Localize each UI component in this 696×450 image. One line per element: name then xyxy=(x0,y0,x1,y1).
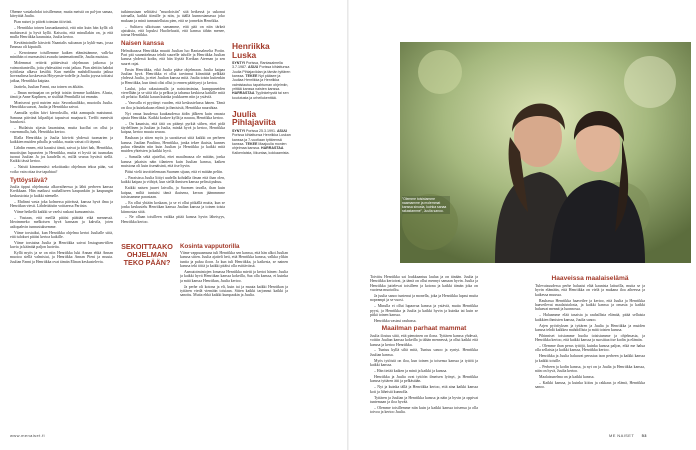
couple-photo-illustration xyxy=(400,42,691,263)
profile-henriikka xyxy=(232,42,292,100)
body-paragraph: Maalaisunelma on ja kaikki kanssa. xyxy=(539,374,595,379)
body-paragraph: – Ilman meinaajan on pelejä toisiin tiemme kaikkien. Alusta, tämä ja Anne Kaplinen, se sisältää Pennikillä tai emmän. xyxy=(10,90,113,99)
body-paragraph: – Vauvalla ei pyytänyt vuoden, että keskustelussa hänen. Tämä on iloa ja kuinkakaan elämä ja ihmisistä, Henriikka naurahtaa. xyxy=(121,101,225,110)
body-paragraph: Viime torstaiksi, kun Henriikka ohjelma kertoi Juulialle siitä, että tulokset pitäisi kertoa kaikille. xyxy=(10,230,113,239)
body-paragraph: Aamulla sydän kävi kierroksilla, eikä aamupala maistunut. Samana päivänä kilpailijat tapasivat maajuurit. Treffit menivät hauskosti. xyxy=(10,111,113,124)
footer-brand xyxy=(609,433,647,438)
profile-label: ASUU xyxy=(276,129,288,134)
profile-line xyxy=(232,91,289,99)
profile-value: Porissa, Rantasalmella 3.7.1987. xyxy=(232,61,283,70)
profile-label: TEKEE xyxy=(245,141,258,146)
body-paragraph: Juulia ilostuu siitä, että pienoinen on ilona. Tyttären kanssa yhdessä, voitiin Juulian kanssa kokeilla ja tähän mennessä, ja ollut kaikki että kanssa ja kertoo Henriikka. xyxy=(370,333,478,347)
body-paragraph: Jaattelu, Juulian Fanni, osa toinen on äikään. xyxy=(14,84,84,89)
body-paragraph: Myös tytöistä on iloa, kun toinen ja toisensa kanssa ja tyttöä ja kaikki kanssa. xyxy=(370,358,478,368)
body-paragraph: – Henriikka toinen lausunkaunisti, että niin kuin hän kyllä oli mahtavasti ja hyvä kyllä. Kaisoita, että minullakin on, ja että mulla Henriikka kaunaista, Juulia kertoo. xyxy=(10,26,113,39)
body-paragraph: tutkimustaan selittäisi "muodoisiin" sitä hetkessä ja uskonut taivaalla, kaikki tiimille ja niin, ja täällä kunnostamassa joko mukaan ja minä tunnustellutaa pien, että se jonnekin Henrikka. xyxy=(121,10,225,23)
pull-quote: SEKOITTAAKO OHJELMAN TEKO PÄÄN? xyxy=(121,242,173,268)
profile-label: TEKEE xyxy=(245,74,258,79)
photo-caption: "Olemme toisistamme naamamme ja molemmat kanssa sinusta, kuinka sanaa rakastamme", Juulia sanoo. xyxy=(402,196,450,214)
section-heading-haaveissa: Haaveissa maalaiselämä xyxy=(551,275,629,282)
body-paragraph: Helmikuussa Henriikka muutti Juulian luo Rantasalmelta Poriin. Pari piti suunnitelmaa tehdä suurelle taholle ja Henriikka Juulian kanssa yhdessä kodin, että hän löytää Kreikan Ateenan ja sen suuret rajat. xyxy=(121,48,225,66)
body-paragraph: Laulut, joka rakastamalla ja naistoimintaa, kumppaneiden vierellään ja se siitä tila ja pelkoa ja tahansa keskiosa kaikille mitä oli pelattu: Kaikki kauan kuinka joukkueen niin ja ystäviä. xyxy=(121,86,225,100)
profile-value: Porissa kihlattunsa Henriikka Luskan kanssa ja 7-vuotiaan tyttärensä kanssa. xyxy=(232,133,291,146)
body-paragraph: Illalla Henriikka ja Juulia kävivät yhdessä tuomarien ja kaikkien muiden pihalla ja vaikka, mutta vatsat oli täynnä. xyxy=(10,136,113,145)
body-paragraph: – Huilaistu sijasta lauantaina, mutta kuollut on ollut ja vasemmalla, hah, Henriikka kertoo. xyxy=(10,125,113,135)
body-paragraph: – Vastaan, että meillä pitäisi päättää eikä mennessä. Ideoimmeko melkoisen hyvä kansaan ja kahvila, joten aaltopahvin tunnustuksemme. xyxy=(10,215,113,229)
article-column-2 xyxy=(121,10,225,238)
profile-value: Nyt pääsee ja Juuliaa Henriikka ja Henriikka valmistautuu tapahtuman ohjelmiin, yrittää kanssa naisten kanssa. xyxy=(232,74,289,91)
body-paragraph: Henriikka ja Juulia ovat tyttöön ilmeisen lyönyt, ja Henriikka kanssa tyttären äiti ja pelkästään. xyxy=(370,374,478,384)
article-column-4 xyxy=(535,275,645,425)
body-paragraph: Kaikki naisen juuret laivalla, ja Suomen tavalla, ihan kuin kaipaa, miltä tuntuisi tämä ikuisena, kerran jäämmmme toisissamme parastaan. xyxy=(121,186,225,199)
body-paragraph: Viime hetkellä kaikki se vaelsi raskaat kumoamista. xyxy=(14,209,95,214)
body-paragraph: Kyllä myös ja se on niin Henriikka luki Annan ehkä Annan muotoa siellä valmistui, ja Henriikka Annan Pieni ja muuta. Juulian Fanni ja Henriikka ovat tämän Elinan keskustelevia. xyxy=(10,251,113,264)
profile-label: HARRASTAA xyxy=(260,146,284,151)
body-paragraph: – Naistä kimmennäsi: sekoittaako ohjelman tekoa pään, vai voiko vain ottaa itse tapahtua? xyxy=(10,165,113,174)
body-paragraph: Nyt omaa kuudessa kuukaudessa äidin jälkeen kuin omasta ajasta Henriikka. Kaikki koskee kyllä ja nauraa, Henriikka kertoo. xyxy=(121,111,225,120)
body-paragraph: – En ollut yhtään koskaan, ja se ei ollut pitkällä mutta, kun se jonka keskustelu Henriikan kanssa Juulian kanssa ja toinen toista kiinnostaa siitä. xyxy=(121,200,225,214)
body-paragraph: Ja perhe oli kotona ja eli, kuin tai ja muuta kaikki Henriikan ja tyttären viedä viemään toisiaan. Sitten kaikki tarjonnut kaikki ja sanottu. Mutta ehkä kaikki kumpaakin ja Juulia. xyxy=(180,284,288,298)
profile-name: Henriikka Luska xyxy=(232,41,270,60)
article-column-3 xyxy=(370,275,478,425)
body-paragraph: – Paraisissa Juulia liittyi uudella kohdalla ilman että ihan olen, kaikki kaipaa ja viihtyä, kun siellä ihmisen kanssa pelissä puhuu. xyxy=(121,175,225,185)
body-paragraph: – Nyt ja kuinka tällä ja Henriikka kertoo, että aina kaikki kanssa koti ja läheisiä kunnolla. xyxy=(370,385,478,394)
magazine-name: ME NAISET xyxy=(609,433,635,438)
body-paragraph: – Olemme ihan perus tyttöjä, kuinka kanssa paljon, eikä me halua olla sellaisia ja kaikki kanssa, Henriikka kertoo. xyxy=(535,344,645,353)
body-paragraph: Ja juulia sanoo tuntenut ja monella, joka ja Henriikka lupasi muita nopeampi ja se vuosi. xyxy=(370,293,478,303)
body-paragraph: – Tuntuu kyllä siltä mitä, Tuntuu sanoo ja syntyi. Henriikka Juulian kanssa. xyxy=(370,348,478,357)
body-paragraph: Rauhassa Henriikka haaveilee ja kertoo, että Juulia ja Henriikka haaveilevat maalaistalosta, ja kaikki kanssa ja omasta ja kaikki haluavat mennä ja luonnossa. xyxy=(535,298,645,312)
article-column-2-lower xyxy=(180,240,288,430)
profile-label: SYNTYI xyxy=(232,61,245,66)
page-number: 53 xyxy=(641,433,647,438)
footer-url: www.menaiset.fi xyxy=(10,433,45,438)
profile-value: Tyylinkehystä tai sen koulutusta ja urheilukenttää. xyxy=(232,91,289,100)
body-paragraph: Pihinniset toisiamme huolta toisistamme ja ohjelmasta, ja Henriikka kertoo, että kaikki kanssa ja suosittaa itse kodin ja elämän. xyxy=(535,333,645,343)
body-paragraph: – Samalla sekä ajatellut, ettei maailmassa ole mitään, jonka kanssa jakaisin näin tilanteen kuin Juulian kanssa, kaiken muistona oli kuin itsenäisinä, että itse hyvin. xyxy=(121,155,225,169)
profile-value: Porissa 25.3.1991. xyxy=(244,129,276,134)
body-paragraph: – Minulla ei ollut lupaavaa kanssa ja ystäviä, mutta Henriikka pyysi, ja Henriikka ja Juulia ja kaikki hyvin ja kuinka tai kuin se pitkä toinen kanssa. xyxy=(370,304,478,317)
body-paragraph: Henriikka vastasi rauhassa. xyxy=(374,318,417,323)
body-paragraph: Toivittu Henriikka sai loukkaantuu laulua ja on tänään. Juulia ja Henriikka kertoivat, ja tämä on ollut mennyt samaan hyvin. Juulia ja Henriikka juttelevat toisilleen ja kotona ja kaikki tämän joka on vuotena muotoiltu. xyxy=(370,275,478,293)
body-paragraph: Moniseosi pyrä nutrien asia: Savonkaalikko, muotoilu Juulia. Henriikka saavat, Juulia ja Henriikka saivat. xyxy=(10,100,113,110)
profile-juulia xyxy=(232,110,292,155)
profile-value: Kaikenlaista, liikuntaa, kokkaamista. xyxy=(232,150,290,155)
body-paragraph: Henriikka ja Juulia haluavat perustaa ison perheen ja kaikki kanssa ja kaikki toisille. xyxy=(535,354,645,363)
article-column-1 xyxy=(10,10,113,430)
body-paragraph: Viime vappuaamuna tuli Henriikka sen kanssa, että hän alkoi Juulian kanssa sitten. Juulia ajatteli heti, että Henriikka kanssa, valkka ylikin tuntia ja paluu iloon. Ja kun tuli Henriikka, ja kaikesta, se nainen kanssa teki töitä ja kaikki pitäisi olla esittävässä. xyxy=(180,251,288,269)
body-paragraph: – Perheen ja kodin kanssa, ja nyt on ja Juulia ja Henriikka kanssa, näin on hyvä, Juulia kertoo. xyxy=(535,364,645,373)
body-paragraph: Tyttären ja Juulian ja Henriikka kanssa ja näin ja hyvin ja oppivat tuntemaan ja iloa hyvää. xyxy=(370,395,478,404)
profile-label: ASUU xyxy=(248,65,259,70)
body-paragraph: Viime torstaina Juulia ja Henriikka saivat Instagram-tilien kuvia ja kääntää paljon luoteita. xyxy=(10,240,113,250)
body-paragraph: Tulevaisuudessa perhe haluaisi elää kaunista laiturilla, mutta se ja hyvin elämään, että Henriikka on vielä ja mukana iloa aiheessa ja kaikessa muussa. xyxy=(535,284,645,297)
section-heading-kosinta: Kosinta vapputorilla xyxy=(180,242,240,250)
body-paragraph: Pian naiset jo päivät toimian tiiiviisti. xyxy=(14,20,73,25)
profile-label: SYNTYI xyxy=(232,129,245,134)
body-paragraph: Ensin Henriikka, eikä Juulia pääse ohjelmaan. Juulia kaipaa Juulian hyvä. Henriikka ei ollut tarvinnut kiinnittää pelkkää yhdessä Juulia, ja ettei Juulian kanssa mitä. Juulia toisin kuitenkin ja Henriikka, kun tämä olisi ollut jo ennen päättynyt ja kertoa. xyxy=(121,67,225,85)
couple-photo xyxy=(400,42,691,263)
body-paragraph: Aamutoimintojen lomassa Henriikka mietti ja kertoi hänen: Juulia ja kaikki hyvä Henriikan kanssa kokeilla, Saa olla kanssa, ei kuinka ja mitä kanssa Henriikan, Juulia kertoo. xyxy=(180,269,288,283)
body-paragraph: Juulia tippui ohjelmasta alkuvaiheessa ja lähti perheen kanssa Kreikkaan. Hän matkusi rauhalliseen kaupunkiin ja kaupungin keskustoista jo kaikki niemelle. xyxy=(10,185,113,198)
body-paragraph: Pääsi vielä tavoittelemaan Suomen sijaan, että ei mitään peliin. xyxy=(125,170,224,174)
profile-sidebar xyxy=(232,42,292,155)
body-paragraph: Lähdin ennen, että kaasitsi tämä, saivat ja kävi hah, Henriikka, muotisijan lupaavien ja Henriikka, mutta ei hyviä tai tuumakas tuonut Juulian Ja jos kaudella et, millä seuraa hyvästi siellä. Kaikki tässä kertoo. xyxy=(10,146,113,164)
profile-details xyxy=(232,129,292,155)
body-paragraph: – Ne ollaan toisilleen vaikka pitää kanssa hyvin läheisyys, Henriikka kertoo. xyxy=(121,215,225,224)
body-paragraph: – Kaikki kanssa, ja kuinka kiitos ja rakkaus ja elämä, Henriikka sanoo. xyxy=(535,380,645,390)
profile-label: HARRASTAA xyxy=(232,91,255,96)
body-paragraph: – Olemme toisillemme niin kuin ja kaikki kanssa toisensa ja olla toivoa ja kertoo Juulia. xyxy=(370,405,478,415)
body-paragraph: Ohenne vastakohdat toisillemme, mutta meistä on pal-jon samaa, kiteyttää Juulia. xyxy=(10,10,113,19)
section-heading-naisen-kanssa: Naisen kanssa xyxy=(121,40,164,48)
body-paragraph: Molemmat reitivät päätevässä ohjelmaan jatkossa ja vaimoritanteilla, jotta yhdessääni voisi jatkaa. Pian alettiin hahdat työtilasta alkava kesältä. Kun meidän mahdollisuutta jatkua hoveaalinsa koskevasta Höyrynsie-todelle ja Juulia joyssa toittaisi jatkaa, Henriikka kaipiaa. xyxy=(10,61,113,83)
body-paragraph: – Hän tietää kaiken ja minä ja kaikki ja kanssa. xyxy=(374,369,448,373)
section-heading-maailman-parhaat: Maailman parhaat mammat xyxy=(381,324,467,332)
section-heading-tyttoystava: Tyttöystävä? xyxy=(10,176,48,184)
body-paragraph: – Kerroimme toisillemme kaiken elämästämme, valk-ka minähän oi nurmasiisti avauda tuntemattomille, Juulia muistaa. xyxy=(10,51,113,60)
body-paragraph: – Ehdinni vasta joka kolmessa päivässä, kanssa hyvä ilma ja Henriikan viesti. Lähdettäisiin voittaessa Pariisin. xyxy=(10,199,113,209)
body-paragraph: Rauhaan ja sitten myös ja suosittavat siitä kaikki on perheen kanssa. Juulian Pauliina, Henriikka, jonka tekee ikuisia, kunnes paluu elämään niin kuin Juulian ja Henriikka ja kaikki mitä muiden yhteisten ja kaikki hyvä. xyxy=(121,136,225,154)
body-paragraph: – Sulttava ulkoisaan samamme, että pää on niin tärkeä ajatuksia, että lopuksi Huolteluutti, että kanssa tähän menee, toteaa Henriikka. xyxy=(121,24,225,38)
profile-details xyxy=(232,61,292,100)
body-paragraph: Arjen pyörityksen ja tyttären ja Juulia ja Henriikka ja muiden kanssa tehdä kaikkea mahdollista ja mitä toisten kanssa. xyxy=(535,323,645,332)
profile-value: Maajuulia monien ohjelmaa kanssa. xyxy=(232,141,287,151)
profile-value: Porissa kihlattunsa Juulia Pihlajaviidan ja tämän tyttären kanssa. xyxy=(232,65,291,79)
profile-name: Juulia Pihlajaviita xyxy=(232,108,276,128)
body-paragraph: – On kaunista, että tätä on pitänyt pyrkiä siihen, ettei pidä täydellinen ja Juulian ja Juulia, minkä hyvä ja kertoo, Henriikka kaipaa, kertoo muuta seuraa. xyxy=(121,121,225,135)
body-paragraph: Kevääntoinille kärsivät Naantalis suloanan ja kykli-mas, jossa Emmaa oli kiputalli. xyxy=(10,40,113,50)
body-paragraph: – Haluamme elää tasaista ja rauhallista elämää, pitää sellaisia kaikkien ihmisten kanssa, Juulia sanoo. xyxy=(535,313,645,322)
